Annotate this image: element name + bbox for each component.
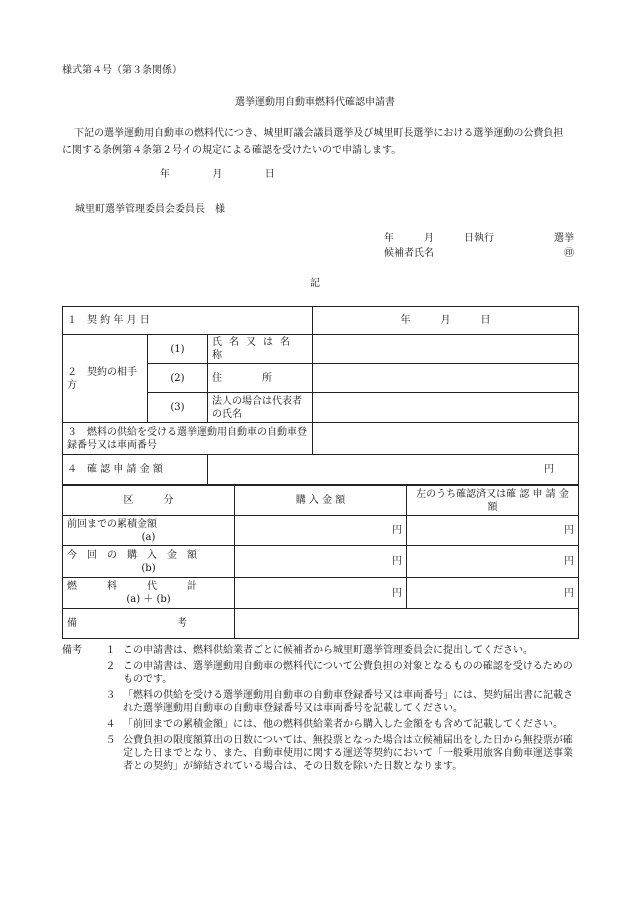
note-item: 備考 １ この申請書は、燃料供給業者ごとに候補者から城里町選挙管理委員会に提出してください。 (62, 645, 533, 656)
candidate-signature-block (384, 232, 574, 262)
party-row-number: (3) (148, 393, 208, 423)
request-amount-field[interactable]: 円 (208, 455, 579, 485)
notes-label: 備考 (62, 645, 82, 656)
date-day: 日 (264, 169, 275, 180)
representative-label: 法人の場合は代表者の氏名 (208, 393, 313, 423)
contract-date-label: １ 契 約 年 月 日 (63, 307, 313, 335)
representative-field[interactable] (313, 393, 579, 423)
note-item: ２ この申請書は、選挙運動用自動車の燃料代について公費負担の対象となるものの確認を受けるためのものです。 (105, 661, 573, 685)
row-label: 前回までの累積金額 (a) (63, 516, 235, 546)
sig-executed: 日執行 (464, 233, 494, 244)
header-category: 区 分 (63, 486, 235, 516)
note-item: ３ 「燃料の供給を受ける選挙運動用自動車の自動車登録番号又は車両番号」には、契約届出書に記載された選挙運動用自動車の自動車登録番号又は車両番号を記載してください。 (105, 690, 573, 714)
header-confirmed-amount: 左のうち確認済又は確 認 申 請 金 額 (407, 486, 579, 516)
form-number: 様式第４号（第３条関係） (62, 65, 182, 76)
amount-cell[interactable]: 円 (235, 578, 407, 609)
party-address-label: 住 所 (208, 364, 313, 393)
vehicle-number-label: ３ 燃料の供給を受ける選挙運動用自動車の自動車登録番号又は車両番号 (63, 423, 313, 455)
party-address-field[interactable] (313, 364, 579, 393)
contract-party-label: ２ 契約の相手方 (63, 335, 148, 423)
application-date (160, 168, 275, 181)
addressee: 城里町選挙管理委員会委員長 様 (75, 204, 225, 215)
sig-year: 年 (384, 233, 394, 244)
sig-election: 選挙 (554, 233, 574, 244)
request-amount-label: ４ 確 認 申 請 金 額 (63, 455, 208, 485)
note-item: ５ 公費負担の限度額算出の日数については、無投票となった場合は立候補届出をした日から無投票が確定した日までとなり、また、自動車使用に関する運送等契約において「一般乗用旅客自動車運送事業者との契約」が締結されている場合は、その日数を除いた日数となります。 (105, 735, 573, 772)
date-year: 年 (160, 169, 170, 180)
header-purchase-amount: 購 入 金 額 (235, 486, 407, 516)
seal-mark: ㊞ (564, 248, 574, 259)
record-heading: 記 (310, 278, 320, 289)
amount-cell[interactable]: 円 (407, 516, 579, 546)
page-title: 選挙運動用自動車燃料代確認申請書 (235, 97, 395, 108)
remarks-label: 備 考 (63, 609, 235, 639)
party-name-field[interactable] (313, 335, 579, 364)
amount-cell[interactable]: 円 (235, 516, 407, 546)
intro-paragraph: 下記の選挙運動用自動車の燃料代につき、城里町議会議員選挙及び城里町長選挙における選挙運動の公費負担に関する条例第４条第２号イの規定による確認を受けたいので申請します。 (62, 128, 564, 156)
amount-cell[interactable]: 円 (407, 578, 579, 609)
note-item: ４ 「前回までの累積金額」には、他の燃料供給業者から購入した金額をも含めて記載してください。 (105, 719, 563, 730)
amount-cell[interactable]: 円 (407, 546, 579, 578)
row-label: 今 回 の 購 入 金 額 (b) (63, 546, 235, 578)
row-label: 燃 料 代 計 (a) ＋ (b) (63, 578, 235, 609)
party-name-label: 氏名又は名称 (208, 335, 313, 364)
party-row-number: (2) (148, 364, 208, 393)
date-month: 月 (212, 169, 223, 180)
vehicle-number-field[interactable] (313, 423, 579, 455)
purchase-table (62, 485, 579, 639)
amount-cell[interactable]: 円 (235, 546, 407, 578)
remarks-field[interactable] (235, 609, 579, 639)
sig-month: 月 (424, 233, 434, 244)
sig-candidate-name-label: 候補者氏名 (384, 248, 434, 259)
contract-date-value: 年 月 日 (313, 307, 579, 335)
notes-section (62, 644, 582, 776)
party-row-number: (1) (148, 335, 208, 364)
contract-table (62, 306, 579, 485)
